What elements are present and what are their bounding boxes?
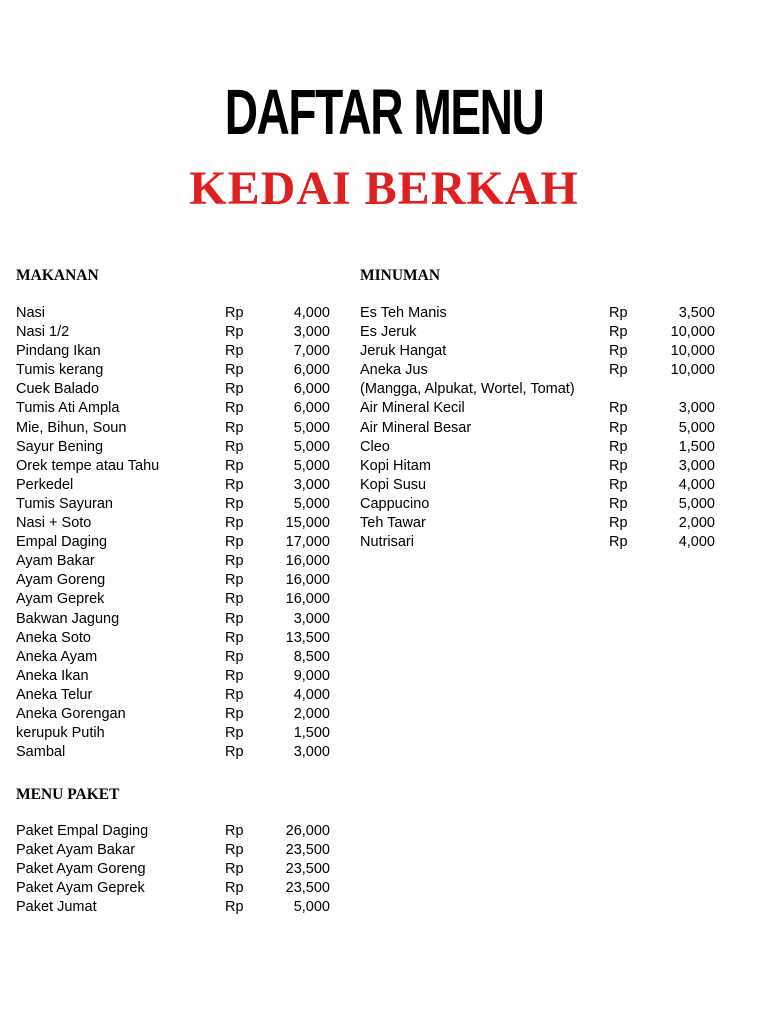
menu-item [16, 724, 330, 743]
menu-item-currency: Rp [225, 572, 244, 589]
menu-item-price: 4,000 [293, 305, 330, 321]
menu-item-currency: Rp [225, 400, 244, 417]
menu-item-name: Nutrisari [360, 534, 414, 551]
menu-item-name: Tumis Ati Ampla [16, 400, 120, 417]
menu-item-price: 9,000 [293, 667, 330, 684]
menu-item [16, 898, 330, 917]
menu-item-price: 10,000 [670, 324, 715, 341]
menu-item-currency: Rp [609, 476, 628, 493]
menu-item-name: Pindang Ikan [16, 343, 101, 360]
menu-item-name: Ayam Geprek [16, 591, 105, 608]
menu-item-price: 5,000 [293, 899, 330, 916]
menu-item [16, 533, 330, 552]
menu-item-price: 16,000 [285, 591, 330, 608]
menu-item-currency: Rp [225, 667, 244, 684]
menu-item-currency: Rp [609, 515, 628, 532]
shop-name: KEDAI BERKAH [189, 162, 579, 215]
menu-item [16, 552, 330, 571]
menu-item [16, 686, 330, 705]
menu-item-name: Aneka Jus [360, 362, 428, 379]
menu-item [16, 667, 330, 686]
menu-item-price: 23,500 [285, 861, 330, 878]
menu-item [16, 438, 330, 457]
menu-item-name: Sayur Bening [16, 438, 104, 455]
menu-item-currency: Rp [225, 705, 244, 722]
menu-item [16, 399, 330, 418]
menu-item-name: Orek tempe atau Tahu [16, 457, 160, 474]
paket-heading: MENU PAKET [16, 786, 120, 803]
menu-item-currency: Rp [225, 880, 244, 897]
menu-item-price: 17,000 [285, 534, 330, 551]
menu-item-price: 1,500 [678, 438, 715, 455]
menu-item-price: 10,000 [670, 343, 715, 360]
menu-item-currency: Rp [609, 343, 628, 360]
menu-item-currency: Rp [225, 553, 244, 570]
paket-list [16, 822, 330, 917]
menu-item-price: 3,000 [293, 476, 330, 493]
menu-item-name: Paket Jumat [16, 899, 97, 916]
menu-item-name: Sambal [16, 744, 66, 761]
menu-item [360, 514, 715, 533]
menu-item-name: Ayam Bakar [16, 553, 95, 570]
menu-item-currency: Rp [609, 438, 628, 455]
menu-item-price: 5,000 [293, 419, 330, 436]
menu-item [360, 457, 715, 476]
minuman-list [360, 304, 715, 552]
menu-item-price: 13,500 [285, 629, 330, 646]
menu-item [16, 476, 330, 495]
menu-item-currency: Rp [225, 324, 244, 341]
menu-item-currency: Rp [225, 725, 244, 742]
menu-item-name: Es Jeruk [360, 324, 417, 341]
menu-item-name: Bakwan Jagung [16, 610, 120, 627]
makanan-heading: MAKANAN [16, 267, 99, 284]
menu-item [360, 438, 715, 457]
menu-item-price: 3,000 [293, 744, 330, 761]
menu-item-currency: Rp [609, 495, 628, 512]
menu-item-price: 3,000 [293, 324, 330, 341]
menu-item-currency: Rp [225, 438, 244, 455]
menu-item-name: Paket Ayam Goreng [16, 861, 146, 878]
menu-item [360, 361, 715, 380]
menu-item-currency: Rp [225, 343, 244, 360]
menu-item-name: Nasi 1/2 [16, 324, 70, 341]
menu-item-price: 7,000 [293, 343, 330, 360]
menu-item-currency: Rp [225, 534, 244, 551]
menu-item-name: kerupuk Putih [16, 725, 105, 742]
menu-item-currency: Rp [225, 899, 244, 916]
menu-item-currency: Rp [225, 419, 244, 436]
menu-item-currency: Rp [225, 476, 244, 493]
menu-item [16, 629, 330, 648]
menu-item-price: 8,500 [293, 648, 330, 665]
menu-item-name: Tumis kerang [16, 362, 104, 379]
menu-item-currency: Rp [225, 861, 244, 878]
menu-item [16, 590, 330, 609]
menu-item-currency: Rp [225, 648, 244, 665]
menu-item [16, 323, 330, 342]
menu-item-name: Teh Tawar [360, 515, 426, 532]
menu-item-name: Aneka Telur [16, 686, 93, 703]
menu-item-currency: Rp [609, 305, 628, 321]
menu-item-name: Aneka Soto [16, 629, 91, 646]
menu-item-price: 3,500 [678, 305, 715, 321]
menu-item [360, 495, 715, 514]
menu-item [360, 533, 715, 552]
menu-item-currency: Rp [225, 610, 244, 627]
menu-item [16, 380, 330, 399]
menu-item-price: 5,000 [293, 457, 330, 474]
menu-item-name: Paket Ayam Bakar [16, 842, 136, 859]
menu-item-price: 16,000 [285, 572, 330, 589]
menu-item [16, 361, 330, 380]
menu-item-price: 1,500 [293, 725, 330, 742]
menu-item-currency: Rp [225, 515, 244, 532]
menu-item-price: 5,000 [678, 419, 715, 436]
menu-item-name: Aneka Ikan [16, 667, 89, 684]
menu-item-name: Aneka Gorengan [16, 705, 126, 722]
menu-item-price: 15,000 [285, 515, 330, 532]
menu-item [16, 495, 330, 514]
menu-item-currency: Rp [225, 495, 244, 512]
menu-item-price: 3,000 [293, 610, 330, 627]
menu-item [16, 457, 330, 476]
menu-item-price: 6,000 [293, 362, 330, 379]
makanan-list [16, 304, 330, 762]
menu-item-currency: Rp [609, 457, 628, 474]
menu-item-name: Empal Daging [16, 534, 108, 551]
menu-item [16, 571, 330, 590]
menu-item-name: Jeruk Hangat [360, 343, 447, 360]
menu-item-name: Paket Ayam Geprek [16, 880, 145, 897]
menu-item-currency: Rp [225, 842, 244, 859]
menu-item-name: Cleo [360, 438, 390, 455]
menu-item-name: Cappucino [360, 495, 430, 512]
menu-item-price: 4,000 [678, 476, 715, 493]
menu-item-name: Nasi [16, 305, 46, 321]
menu-item-price: 3,000 [678, 457, 715, 474]
menu-item-price: 4,000 [293, 686, 330, 703]
menu-item [16, 879, 330, 898]
menu-item-name: (Mangga, Alpukat, Wortel, Tomat) [360, 381, 575, 398]
menu-item-name: Es Teh Manis [360, 305, 447, 321]
menu-item-name: Aneka Ayam [16, 648, 98, 665]
menu-item-currency: Rp [225, 362, 244, 379]
menu-item-price: 23,500 [285, 880, 330, 897]
menu-item-name: Tumis Sayuran [16, 495, 113, 512]
menu-item [16, 743, 330, 762]
menu-item-price: 10,000 [670, 362, 715, 379]
menu-item-price: 2,000 [678, 515, 715, 532]
menu-item [360, 419, 715, 438]
menu-item-currency: Rp [225, 381, 244, 398]
menu-item-price: 23,500 [285, 842, 330, 859]
menu-item [16, 841, 330, 860]
menu-item-currency: Rp [609, 400, 628, 417]
menu-item-name: Perkedel [16, 476, 74, 493]
menu-item [360, 380, 715, 399]
menu-item-name: Ayam Goreng [16, 572, 106, 589]
menu-item-currency: Rp [225, 823, 244, 839]
minuman-heading: MINUMAN [360, 267, 441, 284]
menu-item [16, 304, 330, 323]
menu-item-name: Mie, Bihun, Soun [16, 419, 127, 436]
menu-item [16, 342, 330, 361]
menu-item-name: Air Mineral Kecil [360, 400, 465, 417]
menu-item-name: Kopi Susu [360, 476, 427, 493]
menu-item [360, 304, 715, 323]
menu-item-price: 6,000 [293, 381, 330, 398]
menu-item-price: 2,000 [293, 705, 330, 722]
menu-item [16, 514, 330, 533]
menu-item-name: Paket Empal Daging [16, 823, 149, 839]
menu-item-price: 4,000 [678, 534, 715, 551]
menu-item-currency: Rp [225, 305, 244, 321]
menu-title: DAFTAR MENU [224, 76, 544, 148]
menu-item [360, 323, 715, 342]
menu-item-name: Air Mineral Besar [360, 419, 472, 436]
menu-item [16, 610, 330, 629]
menu-item-price: 3,000 [678, 400, 715, 417]
menu-item-currency: Rp [609, 362, 628, 379]
menu-item-currency: Rp [225, 591, 244, 608]
menu-item-currency: Rp [225, 744, 244, 761]
menu-item [16, 648, 330, 667]
menu-item-currency: Rp [225, 457, 244, 474]
menu-item [16, 860, 330, 879]
menu-item-price: 5,000 [293, 438, 330, 455]
menu-item [16, 822, 330, 841]
menu-item-price: 16,000 [285, 553, 330, 570]
menu-item-currency: Rp [609, 534, 628, 551]
menu-item-price: 5,000 [678, 495, 715, 512]
menu-item-price: 26,000 [285, 823, 330, 839]
menu-item-name: Nasi + Soto [16, 515, 92, 532]
menu-item [360, 476, 715, 495]
menu-item-name: Kopi Hitam [360, 457, 431, 474]
menu-item-currency: Rp [609, 324, 628, 341]
menu-item-currency: Rp [609, 419, 628, 436]
menu-item [360, 399, 715, 418]
menu-item-price: 6,000 [293, 400, 330, 417]
menu-item-price: 5,000 [293, 495, 330, 512]
menu-item [360, 342, 715, 361]
menu-item-currency: Rp [225, 629, 244, 646]
menu-item-name: Cuek Balado [16, 381, 100, 398]
menu-item [16, 705, 330, 724]
menu-item-currency: Rp [225, 686, 244, 703]
menu-item [16, 419, 330, 438]
